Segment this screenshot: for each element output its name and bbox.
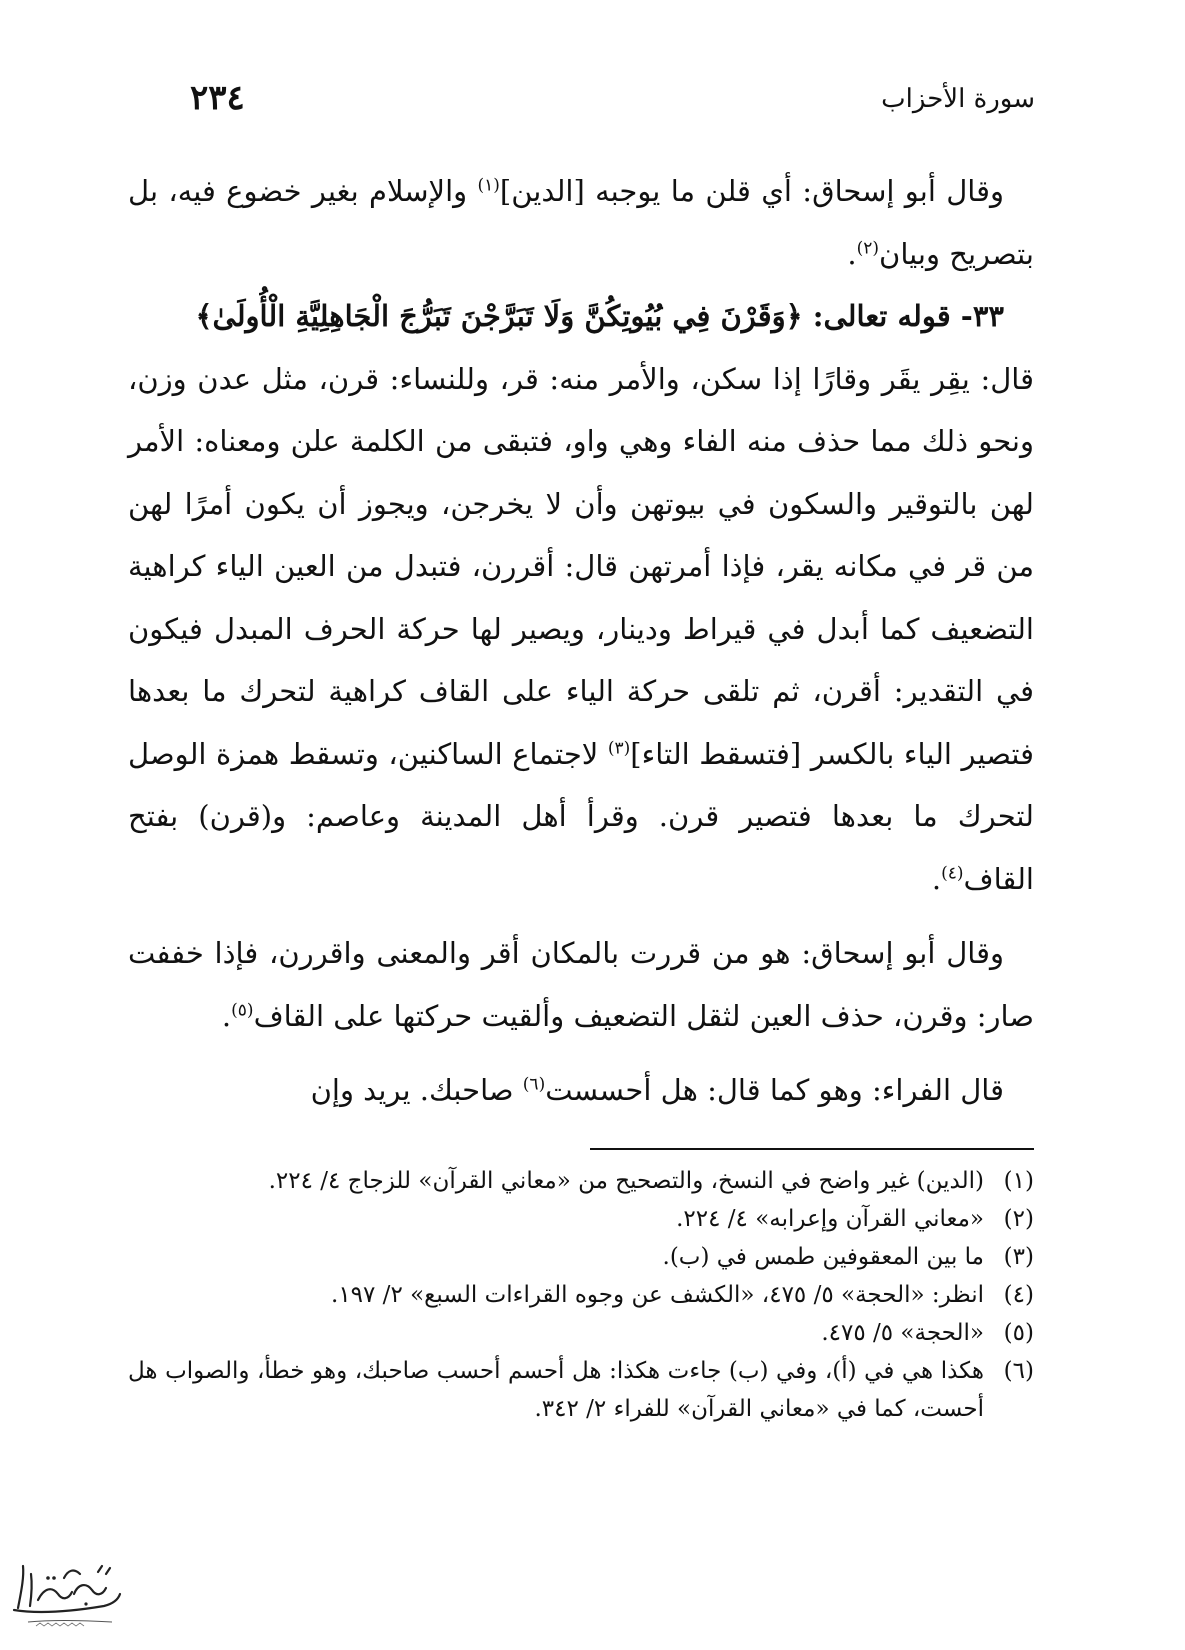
main-text: [128, 160, 1034, 1122]
footnote-ref-6: (٦): [522, 1074, 546, 1095]
paragraph-1-text-b: والإسلام بغير خضوع فيه، بل بتصريح وبيان: [128, 174, 1034, 271]
footnote-ref-5: (٥): [231, 999, 254, 1020]
footnote-divider: [590, 1148, 1034, 1150]
footnote-4: [128, 1276, 1034, 1314]
paragraph-2-verse-heading: [128, 285, 1034, 348]
paragraph-1-text-a: وقال أبو إسحاق: أي قلن ما يوجبه [الدين]: [499, 174, 1004, 208]
footnote-ref-1: (١): [477, 175, 500, 196]
footnote-number: (٥): [1003, 1320, 1034, 1346]
paragraph-3-text-b: لاجتماع الساكنين، وتسقط همزة الوصل لتحرك ما بعدها فتصير قرن. وقرأ أهل المدينة وعاصم: و(قرن) بفتح القاف: [128, 736, 1034, 896]
footnote-5: [128, 1314, 1034, 1352]
paragraph-4: [128, 922, 1034, 1047]
footnote-3: [128, 1238, 1034, 1276]
footnote-text: ما بين المعقوفين طمس في (ب).: [662, 1244, 984, 1270]
footnote-text: «الحجة» ٥/ ٤٧٥.: [821, 1320, 984, 1346]
footnote-1: [128, 1162, 1034, 1200]
footnote-ref-2: (٢): [856, 237, 880, 258]
verse-number-label: ٣٣- قوله تعالى:: [802, 299, 1004, 333]
paragraph-3-text-c: .: [931, 861, 942, 896]
footnote-number: (٤): [1003, 1282, 1034, 1308]
footnote-number: (٢): [1003, 1206, 1034, 1232]
footnote-number: (١): [1003, 1168, 1034, 1194]
paragraph-1: [128, 160, 1034, 285]
paragraph-4-text-a: وقال أبو إسحاق: هو من قررت بالمكان أقر والمعنى واقررن، فإذا خففت صار: وقرن، حذف العين لثقل التضعيف وألقيت حركتها على القاف: [128, 936, 1034, 1033]
paragraph-1-text-c: .: [847, 236, 857, 271]
paragraph-5-text-a: قال الفراء: وهو كما قال: هل أحسست: [545, 1073, 1004, 1107]
quran-verse: ﴿وَقَرْنَ فِي بُيُوتِكُنَّ وَلَا تَبَرَّجْنَ تَبَرُّجَ الْجَاهِلِيَّةِ الْأُولَىٰ﴾: [195, 299, 803, 333]
paragraph-3-text-a: قال: يقِر يقَر وقارًا إذا سكن، والأمر منه: قر، وللنساء: قرن، مثل عدن وزن، ونحو ذلك مما حذف منه الفاء وهي واو، فتبقى من الكلمة علن ومعناه: الأمر لهن بالتوقير والسكون في بيوتهن وأن لا يخرجن، ويجوز أن يكون أمرًا لهن من قر في مكانه يقر، فإذا أمرتهن قال: أقررن، فتبدل من العين الياء كراهية التضعيف كما أبدل في قيراط ودينار، ويصير لها حركة الحرف المبدل فيكون في التقدير: أقرن، ثم تلقى حركة الياء على القاف كراهية لتحرك ما بعدها فتصير الياء بالكسر [فتسقط التاء]: [128, 361, 1034, 771]
footnote-number: (٣): [1003, 1244, 1034, 1270]
footnote-text: «معاني القرآن وإعرابه» ٤/ ٢٢٤.: [676, 1206, 984, 1232]
footnote-ref-3: (٣): [607, 737, 631, 758]
running-title: سورة الأحزاب: [881, 84, 1035, 114]
library-stamp-logo: [8, 1548, 128, 1630]
page-number: ٢٣٤: [190, 78, 245, 118]
footnote-text: انظر: «الحجة» ٥/ ٤٧٥، «الكشف عن وجوه القراءات السبع» ٢/ ١٩٧.: [331, 1282, 984, 1308]
footnote-text: هكذا هي في (أ)، وفي (ب) جاءت هكذا: هل أحسم أحسب صاحبك، وهو خطأ، والصواب هل أحست، كما في «معاني القرآن» للفراء ٢/ ٣٤٢.: [128, 1358, 984, 1422]
footnotes-section: [128, 1162, 1034, 1428]
footnote-2: [128, 1200, 1034, 1238]
paragraph-5-text-b: صاحبك. يريد وإن: [310, 1073, 523, 1107]
footnote-6: [128, 1352, 1034, 1428]
footnote-ref-4: (٤): [941, 862, 964, 883]
paragraph-4-text-b: .: [221, 998, 232, 1033]
footnote-number: (٦): [1003, 1358, 1034, 1384]
paragraph-5: [128, 1059, 1034, 1122]
page-header: [190, 78, 1035, 128]
footnote-text: (الدين) غير واضح في النسخ، والتصحيح من «معاني القرآن» للزجاج ٤/ ٢٢٤.: [268, 1168, 984, 1194]
paragraph-3: [128, 348, 1034, 911]
